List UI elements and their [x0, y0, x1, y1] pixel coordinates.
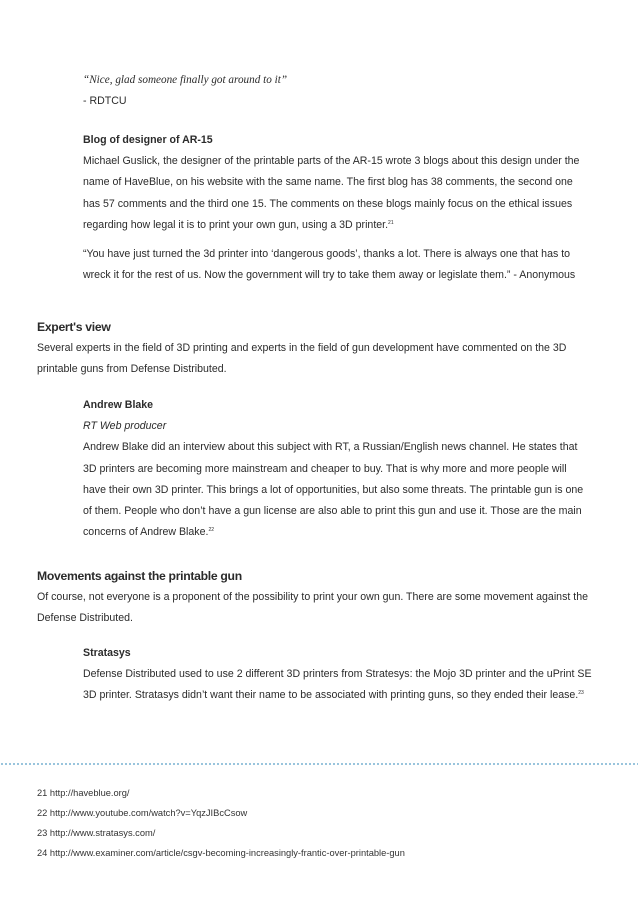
paragraph-line: printable guns from Defense Distributed.: [37, 363, 227, 376]
footnote-21: 21 http://haveblue.org/: [37, 788, 130, 798]
section-andrew-blake: [83, 395, 603, 543]
footnote-ref: 22: [208, 527, 214, 534]
quote-author: - RDTCU: [83, 95, 127, 108]
section-stratasys: [83, 643, 603, 707]
heading-movements: Movements against the printable gun: [37, 569, 242, 583]
quote-text: “Nice, glad someone finally got around to it”: [83, 74, 288, 86]
section-experts-view: [37, 317, 603, 381]
paragraph-line: 3D printer. Stratasys didn’t want their name to be associated with printing guns, so they ended their lease.$^{23}$: [83, 689, 584, 702]
quote-line: wreck it for the rest of us. Now the government will try to take them away or legislate them.” - Anonymous: [83, 269, 576, 282]
paragraph-line: Defense Distributed.: [37, 612, 133, 625]
paragraph-line: Several experts in the field of 3D printing and experts in the field of gun development have commented on the 3D: [37, 342, 567, 355]
paragraph-line: of them. People who don’t have a gun license are also able to print this gun and use it. Those are the main: [83, 505, 582, 518]
quote-line: “You have just turned the 3d printer into ‘dangerous goods’, thanks a lot. There is always one that has to: [83, 248, 571, 260]
footnote-ref: 23: [578, 690, 584, 697]
footnote-22: 22 http://www.youtube.com/watch?v=YqzJIBcCsow: [37, 808, 248, 818]
footnote-24: 24 http://www.examiner.com/article/csgv-becoming-increasingly-frantic-over-printable-gun: [37, 848, 405, 858]
role-label: RT Web producer: [83, 420, 167, 433]
subheading-stratasys: Stratasys: [83, 647, 131, 659]
paragraph-line: Of course, not everyone is a proponent of the possibility to print your own gun. There are some movement against the: [37, 591, 588, 604]
paragraph-line: concerns of Andrew Blake.$^{22}$: [83, 526, 214, 539]
paragraph-line: has 57 comments and the third one 15. The comments on these blogs mainly focus on the ethical issues: [83, 197, 573, 210]
section-movements: [37, 566, 603, 630]
quote-rdtcu: [83, 70, 603, 112]
section-ar15-blog: [83, 130, 603, 236]
paragraph-line: Defense Distributed used to use 2 different 3D printers from Stratesys: the Mojo 3D printer and the uPrint SE: [83, 668, 592, 681]
paragraph-line: Michael Guslick, the designer of the printable parts of the AR-15 wrote 3 blogs about this design under the: [83, 155, 580, 168]
paragraph-line: regarding how legal it is to print your own gun, using a 3D printer.$^{21}$: [83, 218, 394, 231]
dotted-divider: [0, 763, 638, 765]
heading-experts-view: Expert's view: [37, 320, 111, 334]
subheading-andrew-blake: Andrew Blake: [83, 399, 154, 411]
paragraph-line: 3D printers are becoming more mainstream and cheaper to buy. That is why more and more people will: [83, 462, 567, 475]
subheading-ar15-blog: Blog of designer of AR-15: [83, 134, 213, 146]
paragraph-line: Andrew Blake did an interview about this subject with RT, a Russian/English news channel. He states that: [83, 441, 578, 454]
paragraph-line: name of HaveBlue, on his website with the same name. The first blog has 38 comments, the second one: [83, 176, 573, 189]
quote-anonymous: [83, 244, 603, 286]
paragraph-line: have their own 3D printer. This brings a lot of opportunities, but also some threats. The printable gun is one: [83, 483, 584, 496]
footnote-ref: 21: [388, 219, 394, 226]
footnote-23: 23 http://www.stratasys.com/: [37, 828, 156, 838]
